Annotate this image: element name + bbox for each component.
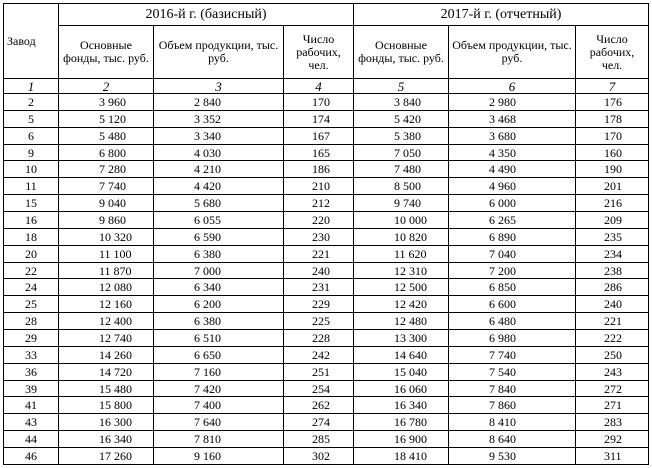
column-number: 1 — [4, 79, 59, 94]
cell-workers-2017: 178 — [576, 110, 649, 127]
cell-output-2016: 7 640 — [154, 414, 284, 431]
cell-output-2016: 7 810 — [154, 431, 284, 448]
cell-workers-2017: 250 — [576, 346, 649, 363]
header-zavod: Завод — [4, 4, 59, 79]
cell-plant: 22 — [4, 262, 59, 279]
cell-output-2017: 8 410 — [449, 414, 576, 431]
cell-workers-2017: 222 — [576, 330, 649, 347]
column-number: 4 — [284, 79, 354, 94]
cell-plant: 9 — [4, 144, 59, 161]
cell-funds-2016: 7 740 — [59, 178, 154, 195]
cell-output-2017: 7 860 — [449, 397, 576, 414]
header-col-workers-2016: Число рабочих, чел. — [284, 26, 354, 79]
cell-plant: 10 — [4, 161, 59, 178]
cell-output-2017: 4 490 — [449, 161, 576, 178]
cell-plant: 29 — [4, 330, 59, 347]
cell-plant: 2 — [4, 94, 59, 111]
cell-funds-2016: 5 480 — [59, 127, 154, 144]
cell-funds-2016: 16 300 — [59, 414, 154, 431]
cell-plant: 28 — [4, 313, 59, 330]
cell-funds-2016: 12 160 — [59, 296, 154, 313]
cell-funds-2017: 7 480 — [354, 161, 449, 178]
cell-plant: 16 — [4, 212, 59, 229]
header-group-2017: 2017-й г. (отчетный) — [354, 4, 649, 26]
table-row — [4, 161, 649, 178]
cell-plant: 46 — [4, 448, 59, 465]
cell-workers-2016: 212 — [284, 195, 354, 212]
cell-output-2016: 4 420 — [154, 178, 284, 195]
data-table — [3, 3, 649, 465]
cell-funds-2016: 5 120 — [59, 110, 154, 127]
cell-workers-2017: 216 — [576, 195, 649, 212]
cell-workers-2017: 221 — [576, 313, 649, 330]
cell-output-2016: 6 380 — [154, 245, 284, 262]
cell-funds-2016: 14 720 — [59, 363, 154, 380]
cell-output-2016: 6 340 — [154, 279, 284, 296]
cell-workers-2016: 242 — [284, 346, 354, 363]
table-row — [4, 431, 649, 448]
cell-output-2016: 9 160 — [154, 448, 284, 465]
cell-output-2016: 6 510 — [154, 330, 284, 347]
cell-output-2017: 6 600 — [449, 296, 576, 313]
cell-output-2017: 3 680 — [449, 127, 576, 144]
cell-output-2016: 7 160 — [154, 363, 284, 380]
table-row — [4, 279, 649, 296]
cell-output-2016: 7 400 — [154, 397, 284, 414]
cell-funds-2016: 15 800 — [59, 397, 154, 414]
cell-plant: 11 — [4, 178, 59, 195]
cell-workers-2016: 170 — [284, 94, 354, 111]
table-row — [4, 414, 649, 431]
cell-output-2016: 3 340 — [154, 127, 284, 144]
cell-funds-2017: 10 000 — [354, 212, 449, 229]
cell-output-2017: 7 200 — [449, 262, 576, 279]
cell-plant: 18 — [4, 228, 59, 245]
cell-output-2017: 8 640 — [449, 431, 576, 448]
cell-output-2016: 4 210 — [154, 161, 284, 178]
cell-funds-2017: 16 060 — [354, 380, 449, 397]
cell-plant: 5 — [4, 110, 59, 127]
table-row — [4, 397, 649, 414]
cell-workers-2016: 220 — [284, 212, 354, 229]
cell-funds-2017: 16 900 — [354, 431, 449, 448]
cell-plant: 20 — [4, 245, 59, 262]
cell-funds-2017: 7 050 — [354, 144, 449, 161]
cell-funds-2017: 16 780 — [354, 414, 449, 431]
table-row — [4, 212, 649, 229]
cell-output-2017: 6 850 — [449, 279, 576, 296]
cell-output-2017: 2 980 — [449, 94, 576, 111]
cell-funds-2016: 6 800 — [59, 144, 154, 161]
cell-output-2017: 6 265 — [449, 212, 576, 229]
cell-funds-2017: 12 480 — [354, 313, 449, 330]
cell-workers-2016: 285 — [284, 431, 354, 448]
cell-funds-2017: 5 380 — [354, 127, 449, 144]
cell-funds-2017: 12 500 — [354, 279, 449, 296]
cell-workers-2016: 274 — [284, 414, 354, 431]
cell-workers-2016: 231 — [284, 279, 354, 296]
cell-output-2016: 7 000 — [154, 262, 284, 279]
cell-output-2017: 9 530 — [449, 448, 576, 465]
cell-workers-2016: 262 — [284, 397, 354, 414]
cell-funds-2017: 18 410 — [354, 448, 449, 465]
column-number-row — [4, 79, 649, 94]
cell-plant: 41 — [4, 397, 59, 414]
cell-plant: 43 — [4, 414, 59, 431]
cell-funds-2017: 10 820 — [354, 228, 449, 245]
table-row — [4, 195, 649, 212]
cell-output-2016: 5 680 — [154, 195, 284, 212]
cell-output-2016: 7 420 — [154, 380, 284, 397]
cell-funds-2016: 11 100 — [59, 245, 154, 262]
cell-plant: 33 — [4, 346, 59, 363]
cell-workers-2017: 243 — [576, 363, 649, 380]
header-group-2016: 2016-й г. (базисный) — [59, 4, 354, 26]
cell-output-2017: 4 960 — [449, 178, 576, 195]
table-row — [4, 448, 649, 465]
cell-funds-2017: 13 300 — [354, 330, 449, 347]
cell-workers-2016: 165 — [284, 144, 354, 161]
header-col-output-2016: Объем продукции, тыс. руб. — [154, 26, 284, 79]
cell-output-2017: 6 980 — [449, 330, 576, 347]
cell-workers-2017: 170 — [576, 127, 649, 144]
cell-funds-2016: 16 340 — [59, 431, 154, 448]
cell-output-2016: 6 650 — [154, 346, 284, 363]
cell-workers-2016: 167 — [284, 127, 354, 144]
column-number: 2 — [59, 79, 154, 94]
cell-funds-2016: 9 040 — [59, 195, 154, 212]
cell-output-2016: 6 380 — [154, 313, 284, 330]
cell-workers-2017: 292 — [576, 431, 649, 448]
cell-workers-2016: 230 — [284, 228, 354, 245]
table-row — [4, 178, 649, 195]
column-number: 5 — [354, 79, 449, 94]
cell-workers-2017: 272 — [576, 380, 649, 397]
cell-output-2017: 7 040 — [449, 245, 576, 262]
cell-output-2016: 6 055 — [154, 212, 284, 229]
cell-plant: 36 — [4, 363, 59, 380]
cell-funds-2016: 15 480 — [59, 380, 154, 397]
cell-funds-2016: 10 320 — [59, 228, 154, 245]
cell-output-2017: 4 350 — [449, 144, 576, 161]
cell-plant: 24 — [4, 279, 59, 296]
cell-workers-2016: 254 — [284, 380, 354, 397]
cell-output-2017: 7 740 — [449, 346, 576, 363]
cell-workers-2017: 235 — [576, 228, 649, 245]
header-col-workers-2017: Число рабочих, чел. — [576, 26, 649, 79]
cell-funds-2016: 12 080 — [59, 279, 154, 296]
cell-funds-2017: 12 420 — [354, 296, 449, 313]
cell-funds-2017: 11 620 — [354, 245, 449, 262]
cell-funds-2016: 11 870 — [59, 262, 154, 279]
cell-funds-2017: 9 740 — [354, 195, 449, 212]
cell-funds-2017: 3 840 — [354, 94, 449, 111]
cell-plant: 25 — [4, 296, 59, 313]
cell-workers-2016: 225 — [284, 313, 354, 330]
cell-workers-2016: 302 — [284, 448, 354, 465]
table-row — [4, 330, 649, 347]
cell-funds-2016: 9 860 — [59, 212, 154, 229]
header-col-funds-2016: Основные фонды, тыс. руб. — [59, 26, 154, 79]
cell-workers-2017: 209 — [576, 212, 649, 229]
cell-funds-2017: 15 040 — [354, 363, 449, 380]
cell-output-2017: 3 468 — [449, 110, 576, 127]
cell-funds-2017: 5 420 — [354, 110, 449, 127]
cell-workers-2016: 186 — [284, 161, 354, 178]
cell-funds-2016: 14 260 — [59, 346, 154, 363]
table-body — [4, 94, 649, 465]
cell-workers-2016: 251 — [284, 363, 354, 380]
cell-workers-2017: 160 — [576, 144, 649, 161]
cell-output-2017: 7 840 — [449, 380, 576, 397]
cell-workers-2017: 286 — [576, 279, 649, 296]
table-row — [4, 110, 649, 127]
cell-funds-2017: 8 500 — [354, 178, 449, 195]
cell-output-2016: 2 840 — [154, 94, 284, 111]
cell-output-2017: 6 000 — [449, 195, 576, 212]
column-number: 6 — [449, 79, 576, 94]
table-row — [4, 380, 649, 397]
cell-workers-2017: 240 — [576, 296, 649, 313]
cell-funds-2016: 3 960 — [59, 94, 154, 111]
cell-plant: 15 — [4, 195, 59, 212]
cell-funds-2016: 12 400 — [59, 313, 154, 330]
cell-funds-2017: 16 340 — [354, 397, 449, 414]
cell-workers-2017: 176 — [576, 94, 649, 111]
table-row — [4, 127, 649, 144]
cell-funds-2017: 12 310 — [354, 262, 449, 279]
cell-output-2017: 7 540 — [449, 363, 576, 380]
table-row — [4, 363, 649, 380]
header-col-output-2017: Объем продукции, тыс. руб. — [449, 26, 576, 79]
cell-output-2017: 6 890 — [449, 228, 576, 245]
cell-workers-2017: 283 — [576, 414, 649, 431]
cell-output-2016: 6 200 — [154, 296, 284, 313]
table-row — [4, 228, 649, 245]
column-number: 7 — [576, 79, 649, 94]
header-col-funds-2017: Основные фонды, тыс. руб. — [354, 26, 449, 79]
cell-output-2016: 3 352 — [154, 110, 284, 127]
table-row — [4, 346, 649, 363]
table-row — [4, 313, 649, 330]
cell-workers-2017: 201 — [576, 178, 649, 195]
table-row — [4, 245, 649, 262]
cell-workers-2017: 190 — [576, 161, 649, 178]
column-number: 3 — [154, 79, 284, 94]
cell-workers-2016: 228 — [284, 330, 354, 347]
cell-funds-2016: 7 280 — [59, 161, 154, 178]
cell-plant: 6 — [4, 127, 59, 144]
cell-funds-2016: 17 260 — [59, 448, 154, 465]
cell-workers-2016: 240 — [284, 262, 354, 279]
table-row — [4, 296, 649, 313]
cell-workers-2016: 210 — [284, 178, 354, 195]
cell-funds-2017: 14 640 — [354, 346, 449, 363]
table-row — [4, 262, 649, 279]
cell-workers-2016: 229 — [284, 296, 354, 313]
cell-plant: 39 — [4, 380, 59, 397]
cell-output-2016: 4 030 — [154, 144, 284, 161]
cell-funds-2016: 12 740 — [59, 330, 154, 347]
table-row — [4, 144, 649, 161]
cell-workers-2017: 238 — [576, 262, 649, 279]
table-row — [4, 94, 649, 111]
cell-workers-2017: 271 — [576, 397, 649, 414]
cell-output-2016: 6 590 — [154, 228, 284, 245]
cell-workers-2016: 174 — [284, 110, 354, 127]
cell-plant: 44 — [4, 431, 59, 448]
cell-workers-2017: 234 — [576, 245, 649, 262]
cell-workers-2017: 311 — [576, 448, 649, 465]
cell-workers-2016: 221 — [284, 245, 354, 262]
cell-output-2017: 6 480 — [449, 313, 576, 330]
